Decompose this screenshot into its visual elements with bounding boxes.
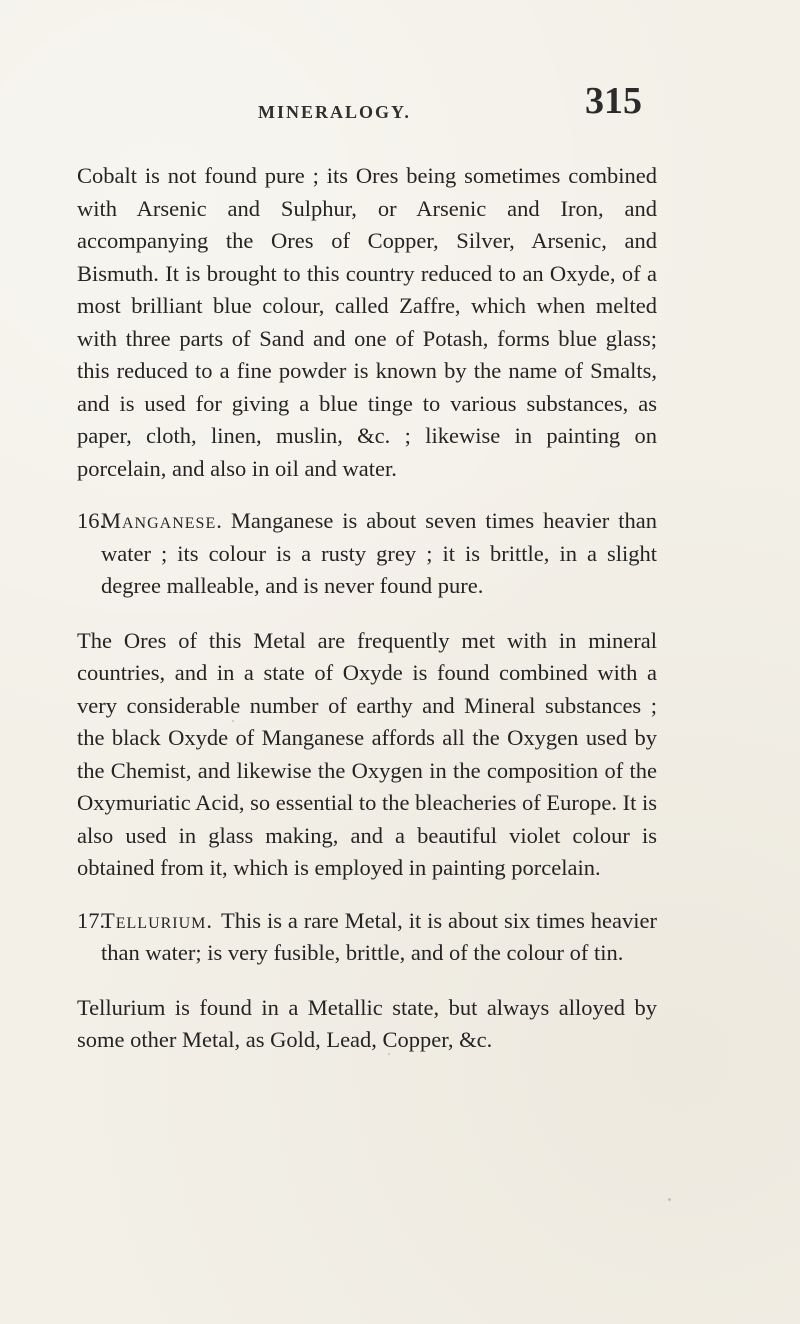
manganese-heading: Manganese. (101, 508, 223, 533)
manganese-ores-paragraph: The Ores of this Metal are frequently met with in mineral countries, and in a state of Oxyde is found combined with a very considerable number of earthy and Mineral substances ; the black Oxyde of Manganese affords all the Oxygen used by the Chemist, and likewise the Oxygen in the composition of the Oxymuriatic Acid, so essential to the bleacheries of Europe. It is also used in glass making, and a beautiful violet colour is obtained from it, which is employed in painting porcelain. (77, 627, 657, 880)
tellurium-entry-body (101, 905, 657, 970)
tellurium-entry-number: 17. (77, 907, 106, 933)
manganese-entry (77, 505, 657, 603)
paper-speck (232, 720, 234, 722)
page-number: 315 (585, 80, 642, 122)
tellurium-found-paragraph: Tellurium is found in a Metallic state, but always alloyed by some other Metal, as Gold, Lead, Copper, &c. (77, 994, 657, 1052)
running-head: MINERALOGY. (258, 102, 411, 122)
tellurium-description: This is a rare Metal, it is about six times heavier than water; is very fusible, brittle, and of the colour of tin. (101, 907, 657, 965)
manganese-description: Manganese is about seven times heavier than water ; its colour is a rusty grey ; it is brittle, in a slight degree malleable, and is never found pure. (101, 508, 657, 598)
manganese-entry-number: 16. (77, 508, 106, 533)
page-content (77, 160, 657, 1057)
paper-speck (388, 1053, 390, 1055)
cobalt-paragraph: Cobalt is not found pure ; its Ores being sometimes combined with Arsenic and Sulphur, or Arsenic and Iron, and accompanying the Ores of Copper, Silver, Arsenic, and Bismuth. It is brought to this country reduced to an Oxyde, of a most brilliant blue colour, called Zaffre, which when melted with three parts of Sand and one of Potash, forms blue glass; this reduced to a fine powder is known by the name of Smalts, and is used for giving a blue tinge to various substances, as paper, cloth, linen, muslin, &c. ; likewise in painting on porcelain, and also in oil and water. (77, 163, 657, 481)
manganese-entry-body (101, 505, 657, 603)
tellurium-heading: Tellurium. (101, 907, 214, 933)
page-header (0, 78, 800, 122)
paper-speck (500, 302, 503, 305)
tellurium-entry (77, 905, 657, 970)
paper-speck (668, 1198, 671, 1201)
paper-speck (603, 372, 605, 374)
